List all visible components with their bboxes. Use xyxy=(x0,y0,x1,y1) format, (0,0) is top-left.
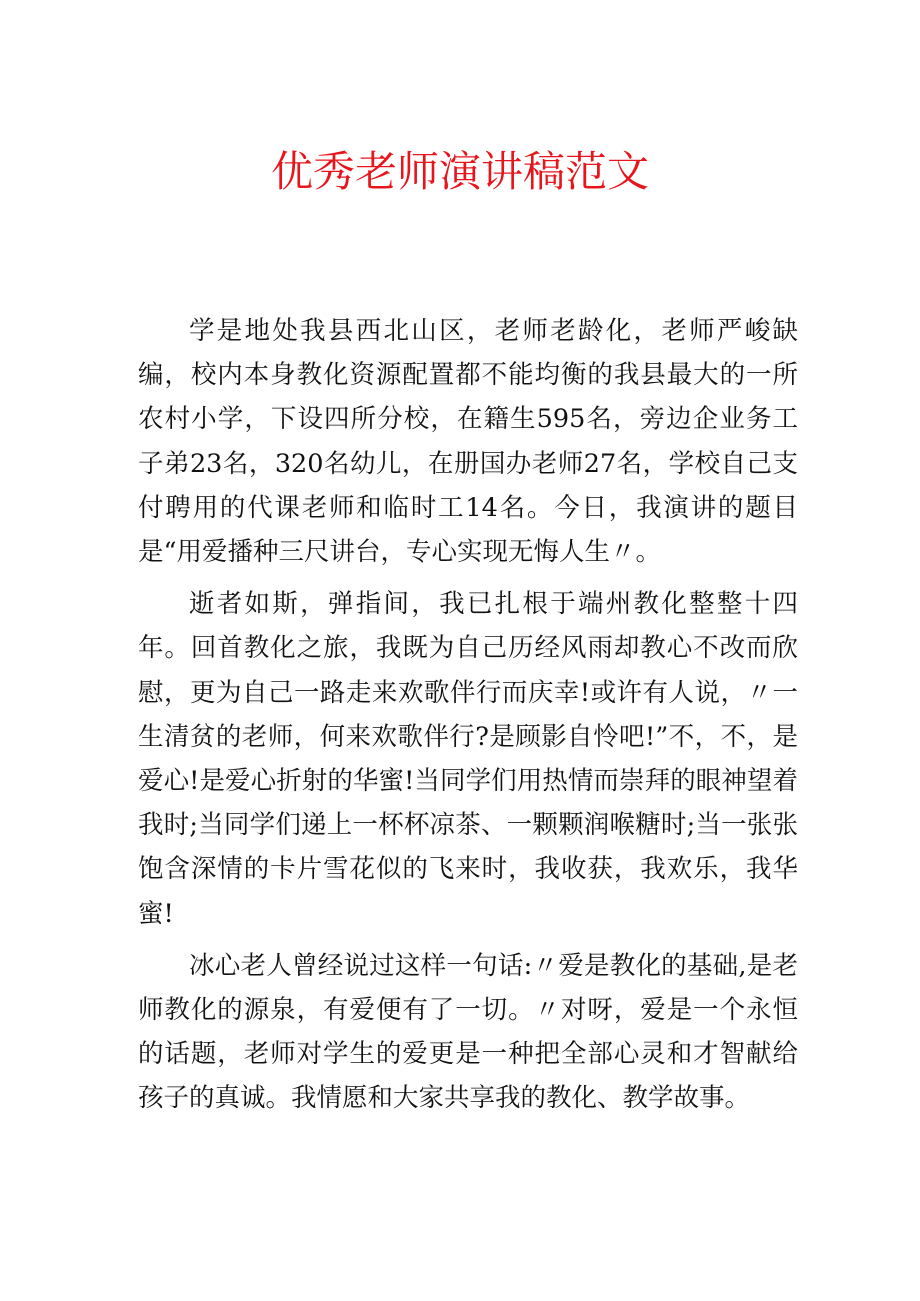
paragraph-2: 逝者如斯，弹指间，我已扎根于端州教化整整十四年。回首教化之旅，我既为自己历经风雨却教心不改而欣慰，更为自己一路走来欢歌伴行而庆幸!或许有人说，〃一生清贫的老师，何来欢歌伴行?是顾影自怜吧!”不，不，是爱心!是爱心折射的华蜜!当同学们用热情而崇拜的眼神望着我时;当同学们递上一杯杯凉茶、一颗颗润喉糖时;当一张张饱含深情的卡片雪花似的飞来时，我收获，我欢乐，我华蜜! xyxy=(138,589,798,929)
document-body xyxy=(138,309,798,1129)
paragraph-3: 冰心老人曾经说过这样一句话:〃爱是教化的基础,是老师教化的源泉，有爱便有了一切。〃对呀，爱是一个永恒的话题，老师对学生的爱更是一种把全部心灵和才智献给孩子的真诚。我情愿和大家共享我的教化、教学故事。 xyxy=(138,950,798,1114)
document-title: 优秀老师演讲稿范文 xyxy=(270,147,649,196)
paragraph-1: 学是地处我县西北山区，老师老龄化，老师严峻缺编，校内本身教化资源配置都不能均衡的我县最大的一所农村小学，下设四所分校，在籍生595名，旁边企业务工子弟23名，320名幼儿，在册国办老师27名，学校自己支付聘用的代课老师和临时工14名。今日，我演讲的题目是“用爱播种三尺讲台，专心实现无悔人生〃。 xyxy=(138,316,798,568)
